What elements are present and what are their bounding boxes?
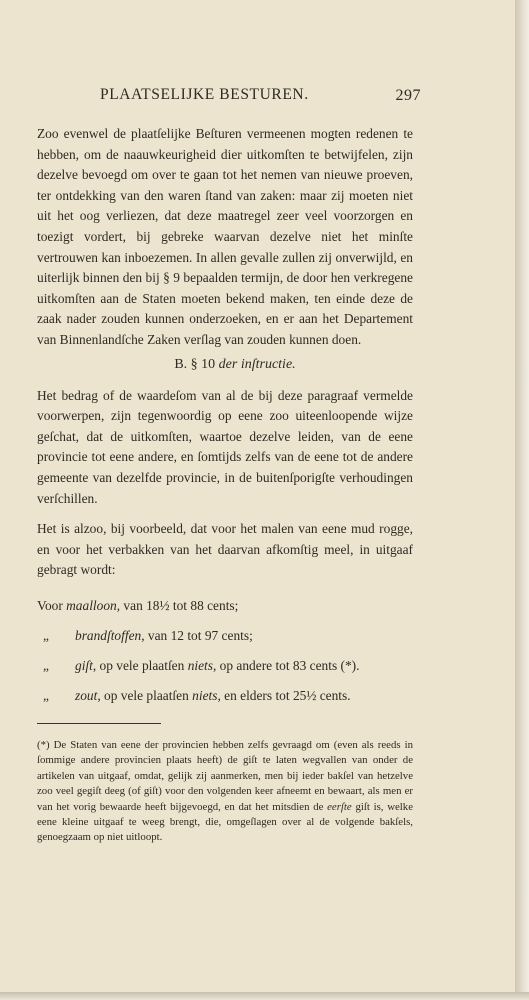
footnote-rule [37,723,161,724]
list-item-rest: , van 12 tot 97 cents; [141,627,253,643]
page-edge-bottom [0,992,529,1000]
page-edge-right [515,0,529,1000]
list-item-term: maalloon [66,597,117,613]
list-item-rest: , op vele plaatſen [92,657,188,673]
list-item-lead: „ [43,627,49,643]
list-item-rest: , op vele plaatſen [97,687,193,703]
page-content [37,86,421,846]
paragraph-3: Het is alzoo, bij voorbeeld, dat voor het malen van eene mud rogge, en voor het verbakken van het daarvan afkomſtig meel, in uitgaaf gebragt wordt: [37,521,413,578]
list-item-lead: „ [43,657,49,673]
cost-list [37,591,413,711]
list-item-emphasis: niets [187,657,213,673]
list-item [37,621,413,651]
list-item [37,681,413,711]
list-item-lead: Voor [37,597,67,613]
list-item-rest: , op andere tot 83 cents (*). [212,657,360,673]
footnote-italic: eerſte [327,800,352,813]
list-item [37,651,413,681]
footnote [37,738,413,846]
list-item-emphasis: niets [192,687,218,703]
list-item-rest: , en elders tot 25½ cents. [217,687,351,703]
running-title: PLAATSELIJKE BESTUREN. [100,86,309,103]
list-item [37,591,413,621]
section-heading [37,354,413,376]
paragraph-2: Het bedrag of de waardeſom van al de bij deze paragraaf vermelde voorwerpen, zijn tegenwoordig op eene zoo uiteenloopende wijze geſchat, dat de uitkomſten, waartoe dezelve leiden, van de eene provincie tot eene andere, en ſomtijds zelfs van de eene tot de andere gemeente van dezelfde provincie, in de buitenſporigſte verhoudingen verſchillen. [37,387,413,506]
list-item-term: zout [75,687,98,703]
list-item-term: giſt [75,657,93,673]
section-heading-prefix: B. § 10 [174,356,219,372]
footnote-text: (*) De Staten van eene der provincien hebben zelfs gevraagd om (even als reeds in ſommige andere provincien plaats heeft) de giſt te laten wegvallen van onder de artikelen van uitgaaf, omdat, gelijk zij aanmerken, men bij ieder bakſel van hetzelve zoo veel gegiſt deeg (of giſt) voor den volgenden keer afneemt en bewaart, als men er van het vorig bewaarde heeft bijgevoegd, en dat het mitsdien de [37,738,413,813]
list-item-rest: , van 18½ tot 88 cents; [116,597,239,613]
page-number: 297 [395,87,421,104]
page-header [37,86,421,110]
list-item-term: brandſtoffen [75,627,142,643]
section-heading-italic: der inſtructie. [218,356,296,372]
paragraph-1: Zoo evenwel de plaatſelijke Beſturen vermeenen mogten redenen te hebben, om de naauwkeurigheid dier uitkomſten te betwijfelen, zijn dezelve bevoegd om over te gaan tot het nemen van nieuwe proeven, ter ontdekking van den waren ſtand van zaken: maar zij moeten niet uit het oog verliezen, dat deze maatregel zeer veel voorzorgen en toezigt vordert, bij gebreke waarvan dezelve niet het minſte vertrouwen kan inboezemen. In allen gevalle zullen zij onverwijld, en uiterlijk binnen den bij § 9 bepaalden termijn, de door hen verkregene uitkomſten aan de Staten moeten bekend maken, ten einde deze de zaak nader zouden kunnen onderzoeken, en er aan het Departement van Binnenlandſche Zaken verſlag van zouden kunnen doen. [37,126,413,347]
footnote-text: giſt is, welke eene kleine uitgaaf te weeg brengt, die, omgeſlagen over al de volgende bakſels, genoegzaam op niet uitloopt. [37,800,413,844]
list-item-lead: „ [43,687,49,703]
